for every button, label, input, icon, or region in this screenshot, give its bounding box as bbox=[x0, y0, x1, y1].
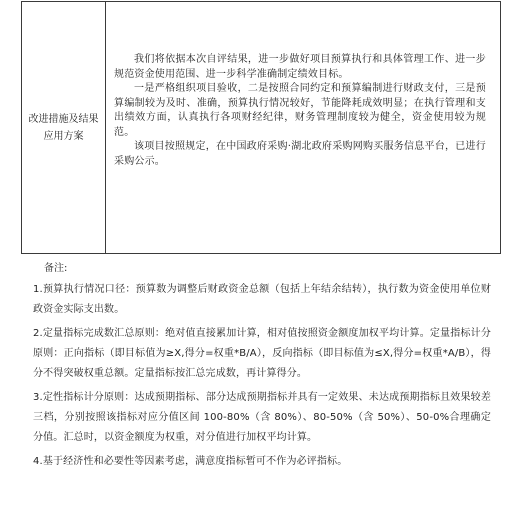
content-paragraph-3: 该项目按照规定，在中国政府采购·湖北政府采购网购买服务信息平台，已进行采购公示。 bbox=[114, 141, 486, 167]
note-item-1: 1.预算执行情况口径：预算数为调整后财政资金总额（包括上年结余结转），执行数为资金使用单位财政资金实际支出数。 bbox=[33, 284, 491, 315]
note-item-3: 3.定性指标计分原则：达成预期指标、部分达成预期指标并具有一定效果、未达成预期指标且效果较差三档，分别按照该指标对应分值区间 100-80%（含 80%）、80-50%（含 50%）、50-0%合理确定分值。汇总时，以资金额度为权重，对分值进行加权平均计算。 bbox=[33, 392, 491, 443]
notes-section bbox=[33, 262, 491, 476]
content-paragraph-1: 我们将依据本次自评结果，进一步做好项目预算执行和具体管理工作、进一步规范资金使用范围、进一步科学准确制定绩效目标。 bbox=[114, 54, 486, 80]
row-label: 改进措施及结果应用方案 bbox=[28, 113, 99, 142]
row-content-cell bbox=[114, 53, 486, 169]
note-item-2: 2.定量指标完成数汇总原则：绝对值直接累加计算，相对值按照资金额度加权平均计算。定量指标计分原则：正向指标（即目标值为≥X,得分=权重*B/A），反向指标（即目标值为≤X,得分=权重*A/B），得分不得突破权重总额。定量指标按汇总完成数，再计算得分。 bbox=[33, 328, 491, 379]
note-item-4: 4.基于经济性和必要性等因素考虑，满意度指标暂可不作为必评指标。 bbox=[33, 456, 348, 467]
content-paragraph-2: 一是严格组织项目验收，二是按照合同约定和预算编制进行财政支付，三是预算编制较为及时、准确，预算执行情况较好，节能降耗成效明显；在执行管理和支出绩效方面，认真执行各项财经纪律，财务管理制度较为健全，资金使用较为规范。 bbox=[114, 83, 486, 138]
row-label-cell bbox=[22, 2, 105, 253]
evaluation-table bbox=[21, 1, 501, 254]
notes-heading: 备注: bbox=[44, 263, 68, 274]
column-divider bbox=[105, 2, 106, 253]
